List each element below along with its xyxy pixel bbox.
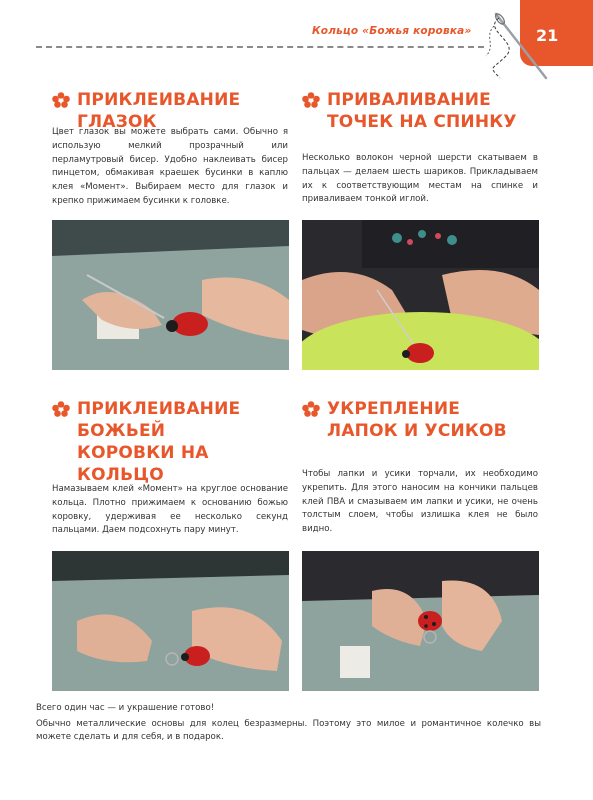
paragraph-legs: Чтобы лапки и усики торчали, их необходимо укрепить. Для этого наносим на кончики пальцев клей ПВА и смазываем им лапки и усики, не очень толстым слоем, чтобы излишка клея не было видно.: [302, 469, 538, 535]
paragraph-ring: Намазываем клей «Момент» на круглое основание кольца. Плотно прижимаем к основанию божью коровку, удерживая ее несколько секунд пальцами. Даем подсохнуть пару минут.: [52, 484, 288, 536]
footer-line-2: Обычно металлические основы для колец безразмерны. Поэтому это милое и романтичное колечко вы можете сделать и для себя, и в подарок.: [36, 719, 541, 742]
photo-felting-dots: [302, 220, 539, 370]
flower-icon: [302, 92, 320, 108]
photo-finished-ring: [302, 551, 539, 691]
heading-eyes-text: ПРИКЛЕИВАНИЕ ГЛАЗОК: [77, 90, 241, 132]
heading-legs-text: УКРЕПЛЕНИЕ ЛАПОК И УСИКОВ: [327, 399, 507, 441]
heading-legs: [302, 398, 542, 442]
paragraph-dots: Несколько волокон черной шерсти скатываем в пальцах — делаем шесть шариков. Прикладываем их к соответствующим местам на спинке и приваливаем тонкой иглой.: [302, 153, 538, 205]
flower-icon: [302, 401, 320, 417]
header-dashed-line: [36, 46, 484, 48]
heading-dots-text: ПРИВАЛИВАНИЕ ТОЧЕК НА СПИНКУ: [327, 90, 517, 132]
heading-ring-text: ПРИКЛЕИВАНИЕ БОЖЬЕЙ КОРОВКИ НА КОЛЬЦО: [77, 399, 241, 485]
heading-ring: [52, 398, 292, 486]
heading-dots: [302, 89, 542, 133]
photo-gluing-ring: [52, 551, 289, 691]
paragraph-eyes: Цвет глазок вы можете выбрать сами. Обычно я использую мелкий прозрачный или перламутровый бисер. Удобно наклеивать бисер пинцетом, обмакивая краешек бусинки в каплю клея «Момент». Выбираем место для глазок и крепко прижимаем бусинки к головке.: [52, 127, 288, 206]
page-number: 21: [536, 26, 559, 45]
photo-gluing-eyes: [52, 220, 289, 370]
flower-icon: [52, 401, 70, 417]
book-title: Кольцо «Божья коровка»: [312, 25, 472, 37]
needle-thread-icon: [480, 6, 554, 82]
flower-icon: [52, 92, 70, 108]
footer-line-1: Всего один час — и украшение готово!: [36, 703, 215, 713]
